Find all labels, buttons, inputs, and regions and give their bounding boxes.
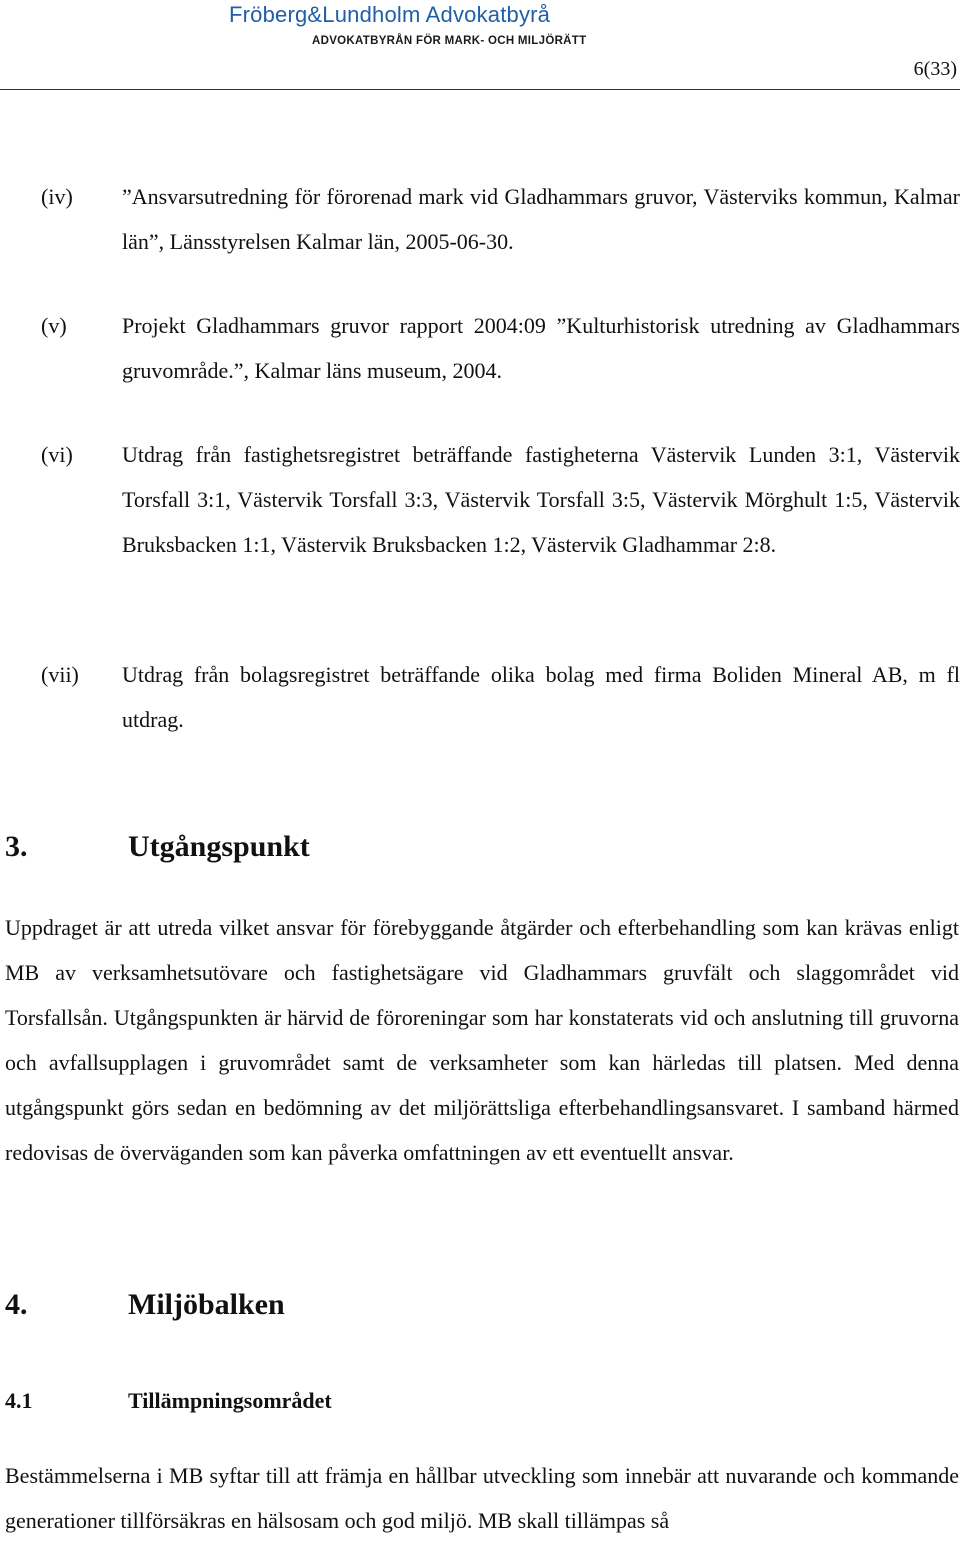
reference-number: (iv) [41, 184, 73, 209]
section-heading-3 [5, 830, 310, 864]
section-title: Utgångspunkt [128, 830, 310, 863]
logo-tagline: ADVOKATBYRÅN FÖR MARK- OCH MILJÖRÄTT [312, 35, 587, 47]
logo-firm-name: Fröberg&Lundholm Advokatbyrå [229, 2, 551, 27]
subsection-title: Tillämpningsområdet [128, 1388, 332, 1413]
reference-text: Utdrag från bolagsregistret beträffande olika bolag med firma Boliden Mineral AB, m fl utdrag. [122, 662, 960, 732]
section-paragraph: Uppdraget är att utreda vilket ansvar för förebyggande åtgärder och efterbehandling som kan krävas enligt MB av verksamhetsutövare och fastighetsägare vid Gladhammars gruvfält och slaggområdet vid Torsfallsån. Utgångspunkten är härvid de föroreningar som har konstaterats vid och anslutning till gruvorna och avfallsupplagen i gruvområdet samt de verksamheter som kan härledas till platsen. Med denna utgångspunkt görs sedan en bedömning av det miljörättsliga efterbehandlingsansvaret. I samband härmed redovisas de överväganden som kan påverka omfattningen av ett eventuellt ansvar. [5, 915, 959, 1165]
page-number: 6(33) [913, 58, 957, 80]
section-number: 3. [5, 830, 28, 863]
reference-number: (vii) [41, 662, 79, 687]
reference-text: Projekt Gladhammars gruvor rapport 2004:09 ”Kulturhistorisk utredning av Gladhammars gruvområde.”, Kalmar läns museum, 2004. [122, 313, 960, 383]
section-title: Miljöbalken [128, 1288, 285, 1321]
section-paragraph: Bestämmelserna i MB syftar till att främja en hållbar utveckling som innebär att nuvarande och kommande generationer tillförsäkras en hälsosam och god miljö. MB skall tillämpas så [5, 1463, 959, 1533]
reference-text: Utdrag från fastighetsregistret beträffande fastigheterna Västervik Lunden 3:1, Västervik Torsfall 3:1, Västervik Torsfall 3:3, Västervik Torsfall 3:5, Västervik Mörghult 1:5, Västervik Bruksbacken 1:1, Västervik Bruksbacken 1:2, Västervik Gladhammar 2:8. [122, 442, 960, 557]
firm-logo [229, 2, 589, 47]
subsection-number: 4.1 [5, 1388, 33, 1413]
section-heading-4 [5, 1288, 285, 1322]
reference-number: (v) [41, 313, 67, 338]
section-number: 4. [5, 1288, 28, 1321]
reference-number: (vi) [41, 442, 73, 467]
subsection-heading-4-1 [5, 1388, 332, 1414]
reference-text: ”Ansvarsutredning för förorenad mark vid Gladhammars gruvor, Västerviks kommun, Kalmar län”, Länsstyrelsen Kalmar län, 2005-06-30. [122, 184, 960, 254]
header-divider [0, 89, 960, 90]
